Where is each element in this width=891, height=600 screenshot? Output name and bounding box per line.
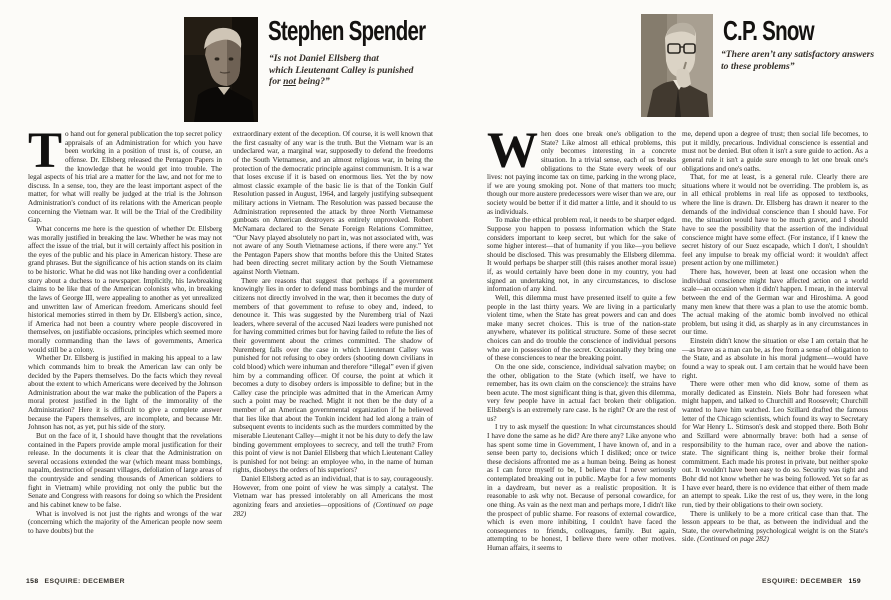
body-paragraph: There is unlikely to be a more critical case than that. The lesson appears to be that, as between the individual and the State, the overwhelming psychological weight is on the State's side. (Continued on page 282) (682, 509, 868, 544)
right-article-column-1 (487, 130, 676, 582)
body-paragraph: There are reasons that suggest that perhaps if a government knowingly lies in order to defend mass bombings and the murder of citizens not directly involved in the war, then it becomes the duty of members of that government to refuse to obey and, indeed, to denounce it. This was suggested by the Nuremberg trial of Nazi leaders, where several of the accused Nazi leaders were punished not for having committed crimes but for having failed to refute the lies of their government about the crimes committed. The shadow of Nuremberg falls over the case in which Lieutenant Calley was punished for not refusing to obey orders (shooting down civilians in cold blood) which were inhuman and therefore “illegal” even if given him by a commanding officer. Of course, the point at which it becomes a duty to disobey orders is impossible to define; but in the Calley case the principle was admitted that in the American Army such a point may be reached. Might it not then be the duty of a member of an American governmental organization if he believed that lies like that about the Tonkin incident had led along a train of subsequent events to incidents such as the murders committed by the miserable Lieutenant Calley—might it not be his duty to defy the law binding government employees to secrecy, and tell the truth? From this point of view is not Daniel Ellsberg that which Lieutenant Calley is punished for not being: an employee who, in the name of human rights, disobeys the orders of his superiors? (233, 276, 433, 475)
body-paragraph: That, for me at least, is a general rule. Clearly there are situations where it would not be overriding. The problem is, as in all ethical problems in real life as opposed to textbooks, where the line is drawn. Dr. Ellsberg has drawn it nearer to the demands of the individual conscience than I should have. For me, the situation would have to be much graver, and I should have to see the possibility that the assertion of the individual conscience might have some effect. (For instance, if I knew the secret history of our Suez escapade, which I don't, I shouldn't feel any impulse to break my official word: it wouldn't affect present action by one millimeter.) (682, 173, 868, 268)
body-paragraph: What is involved is not just the rights and wrongs of the war (concerning which the majority of the American people now seem to have doubts) but the (28, 509, 222, 535)
body-paragraph: There has, however, been at least one occasion when the individual conscience might have affected action on a world scale—an occasion when it didn't happen. I mean, in the interval between the end of the German war and Hiroshima. A good many men knew that there was a plan to use the atomic bomb. The actual making of the atomic bomb involved no ethical problem, but using it did, as sharply as in any circumstances in our time. (682, 268, 868, 337)
quote-underlined-word: not (283, 76, 296, 88)
right-page-number: 159 (848, 578, 861, 585)
continued-note: (Continued on page 282) (233, 500, 433, 518)
quote-text: to these problems” (721, 60, 795, 72)
opening-paragraph: When does one break one's obligation to the State? Like almost all ethical problems, this only becomes interesting in a concrete situation. In a trivial sense, each of us breaks obligations to the State every week of our lives: not paying income tax on time, parking in the wrong place, if we are young smoking pot. None of that matters too much; though our more austere predecessors were wiser than we are, our society would be better if it did matter a little, and it should to us as individuals. (487, 130, 676, 216)
right-page (445, 0, 891, 600)
cp-snow-photo (641, 14, 713, 117)
quote-text: which Lieutenant Calley is punished (269, 64, 414, 76)
left-pull-quote (269, 53, 464, 88)
left-page-number: 158 (26, 578, 39, 585)
quote-text: for (269, 76, 284, 88)
right-article-column-2 (682, 130, 868, 582)
body-paragraph: Well, this dilemma must have presented itself to quite a few people in the last thirty years. We are living in a particularly violent time, when the State has great powers and can and does make many secret choices. This is true of the nation-state anywhere, whatever its political structure. Some of these secret choices can and do trouble the conscience of individual persons who are in possession of the secret. Occasionally they bring one of these consciences to near the breaking point. (487, 293, 676, 363)
stephen-spender-photo (184, 17, 258, 122)
right-pull-quote (721, 49, 889, 72)
body-paragraph: There were other men who did know, some of them as morally dedicated as Einstein. Niels Bohr had foreseen what might happen, and talked to Churchill and Roosevelt; Churchill wanted to have him watched. Leo Szillard drafted the famous letter of the Chicago scientists, which found its way to Secretary for War Henry L. Stimson's desk and stopped there. Both Bohr and Szillard were abnormally brave: both had a sense of responsibility to the human race, over and above the nation-state. The significant thing is, neither broke their formal commitment. Each made his protest in private, but neither spoke out. It wouldn't have been easy to do so. Security was tight and Bohr did not know whether he was being followed. Yet so far as I have ever heard, there is no evidence that either of them made an attempt to speak. Like the rest of us, they were, in the long run, tied by their obligations to their own society. (682, 380, 868, 509)
quote-text: “Is not Daniel Ellsberg that (269, 53, 379, 64)
left-article-column-1 (28, 130, 222, 582)
opening-paragraph: To hand out for general publication the top secret policy appraisals of an Administration for which you have been working in a position of trust is, of course, an offense. Dr. Ellsberg released the Pentagon Papers in the knowledge that he would get into trouble. The legal aspects of his trial are a matter for the law, and not for me to discuss. In a sense, too, they are the least important aspect of the matter, for what will really be judged at the trial is the Johnson Administration's conduct of its relations with the American people concerning the Vietnam war. It will be the Trial of the Credibility Gap. (28, 130, 222, 225)
body-paragraph: Einstein didn't know the situation or else I am certain that he—as brave as a man can be, as free from a sense of obligation to the State, and as absolute in his moral judgment—would have found a way to speak out. I am certain that he would have been right. (682, 337, 868, 380)
left-page-footer (26, 578, 131, 585)
left-footer-label: ESQUIRE: DECEMBER (44, 578, 125, 585)
body-paragraph: Whether Dr. Ellsberg is justified in making his appeal to a law which commands him to break the American law can only be decided by the Papers themselves. Do the facts which they reveal about the extent to which Americans were deceived by the Johnson Administration about the war make the publication of the Papers a moral protest justified in the light of the immorality of the Administration? Here it is difficult to give a complete answer because the Papers themselves, are incomplete, and because Mr. Johnson has not, as yet, put his side of the story. (28, 354, 222, 432)
body-paragraph: On the one side, conscience, individual salvation maybe; on the other, obligation to the State (which itself, we have to remember, has its own claim on the conscience): the strains have been acute. The most significant thing is that, given this dilemma, very few people have in actual fact broken their obligation. Ellsberg's is an extremely rare case. Is he right? Or are the rest of us? (487, 362, 676, 423)
body-paragraph: To make the ethical problem real, it needs to be sharper edged. Suppose you happen to possess information which the State considers important to keep secret, but which for the sake of some higher interest—that of humanity if you like—you believe should be disclosed. This was presumably the Ellsberg dilemma. It would perhaps be sharper still (this raises another moral issue) if, as would certainly have been done in my country, you had signed an undertaking not, in any circumstances, to disclose information of any kind. (487, 216, 676, 294)
drop-cap: T (28, 130, 62, 179)
continued-note: (Continued on page 282) (695, 535, 769, 544)
body-paragraph: I try to ask myself the question: In what circumstances should I have done the same as he did? Are there any? Like anyone who has spent some time in Government, I have known of, and in a sense been party to, decisions which I disliked; once or twice these decisions affronted me as a human being. Being as honest as I can force myself to be, I believe that I never seriously contemplated breaking out in public. Maybe for a few moments in a daydream, but never as a realistic proposition. It is reasonable to ask why not. Because of personal cowardice, for one thing. As vain as the next man and perhaps more, I didn't like the prospect of public shame. For reasons of external cowardice, which is even more inhibiting, I couldn't have faced the consequences to friends, colleagues, family. But again, attempting to be honest, I believe there were other motives. Human affairs, it seems to (487, 423, 676, 552)
left-article-title: Stephen Spender (268, 15, 426, 47)
drop-cap: W (487, 130, 538, 179)
right-footer-label: ESQUIRE: DECEMBER (762, 578, 843, 585)
body-paragraph: Daniel Ellsberg acted as an individual, that is to say, courageously. However, from one point of view he was simply a catalyst. The Vietnam war has pressed intolerably on all Americans the most agonizing fears and anxieties—oppositions of (Continued on page 282) (233, 475, 433, 518)
body-paragraph: extraordinary extent of the deception. Of course, it is well known that the first casualty of any war is the truth. But the Vietnam war is an undeclared war, a marginal war, supposedly to defend the freedoms of the South Vietnamese, and an almost religious war, in being the protection of the democratic principle against communism. It is a war that loses excuse if it is based on enormous lies. Yet the by now almost classic example of the basic lie is that of the Tonkin Gulf Resolution passed in August, 1964, and largely justifying subsequent military actions in Vietnam. The Resolution was passed because the Administration represented the attack by three North Vietnamese gunboats on American destroyers as entirely unprovoked. Robert McNamara declared to the Senate Foreign Relations Committee, “Our Navy played absolutely no part in, was not associated with, was not aware of any South Vietnamese actions, if there were any.” Yet the Pentagon Papers show that months before this the United States had been directing secret military action by the South Vietnamese against North Vietnam. (233, 130, 433, 276)
left-article-column-2 (233, 130, 433, 582)
body-paragraph: But on the face of it, I should have thought that the revelations contained in the Papers provide ample moral justification for their release. In the documents it is clear that the Administration on several occasions extended the war (which meant mass bombings, napalm, destruction of peasant villages, defoliation of large areas of the countryside and sending thousands of American soldiers to fight in Vietnam) while providing not only the public but the Senate and Congress with reasons for doing so which the President and his cabinet knew to be false. (28, 431, 222, 509)
body-paragraph: What concerns me here is the question of whether Dr. Ellsberg was morally justified in breaking the law. Whether he was may not affect the issue of the trial, but it will certainly affect his position in the eyes of the public and his place in American history. These are grand phrases. But the significance of his action stands on its claim to be historic. What he did was not like handing over a confidential story about a duchess to a newspaper. Implicitly, his lawbreaking claims to be like that of the American colonists who, in breaking the laws of George III, were appealing to another as yet unrealized and unwritten law of American freedom. Americans should feel historical memories stirred in them by Dr. Ellsberg's action, since, if America had not been a country where people discovered in themselves, on justifiable occasions, principles which seemed more morally commanding than the laws of governments, America would still be a colony. (28, 224, 222, 354)
left-page (0, 0, 445, 600)
right-article-title: C.P. Snow (723, 15, 814, 47)
right-page-footer (762, 578, 867, 585)
quote-text: being?” (295, 76, 330, 88)
quote-text: “There aren’t any satisfactory answers (721, 49, 875, 60)
body-paragraph: me, depend upon a degree of trust; then social life becomes, to put it mildly, precarious. Individual conscience is essential and must not be denied. But often it isn't a sure guide to action. As a general rule it isn't a guide sure enough to let one break one's obligations and one's oaths. (682, 130, 868, 173)
